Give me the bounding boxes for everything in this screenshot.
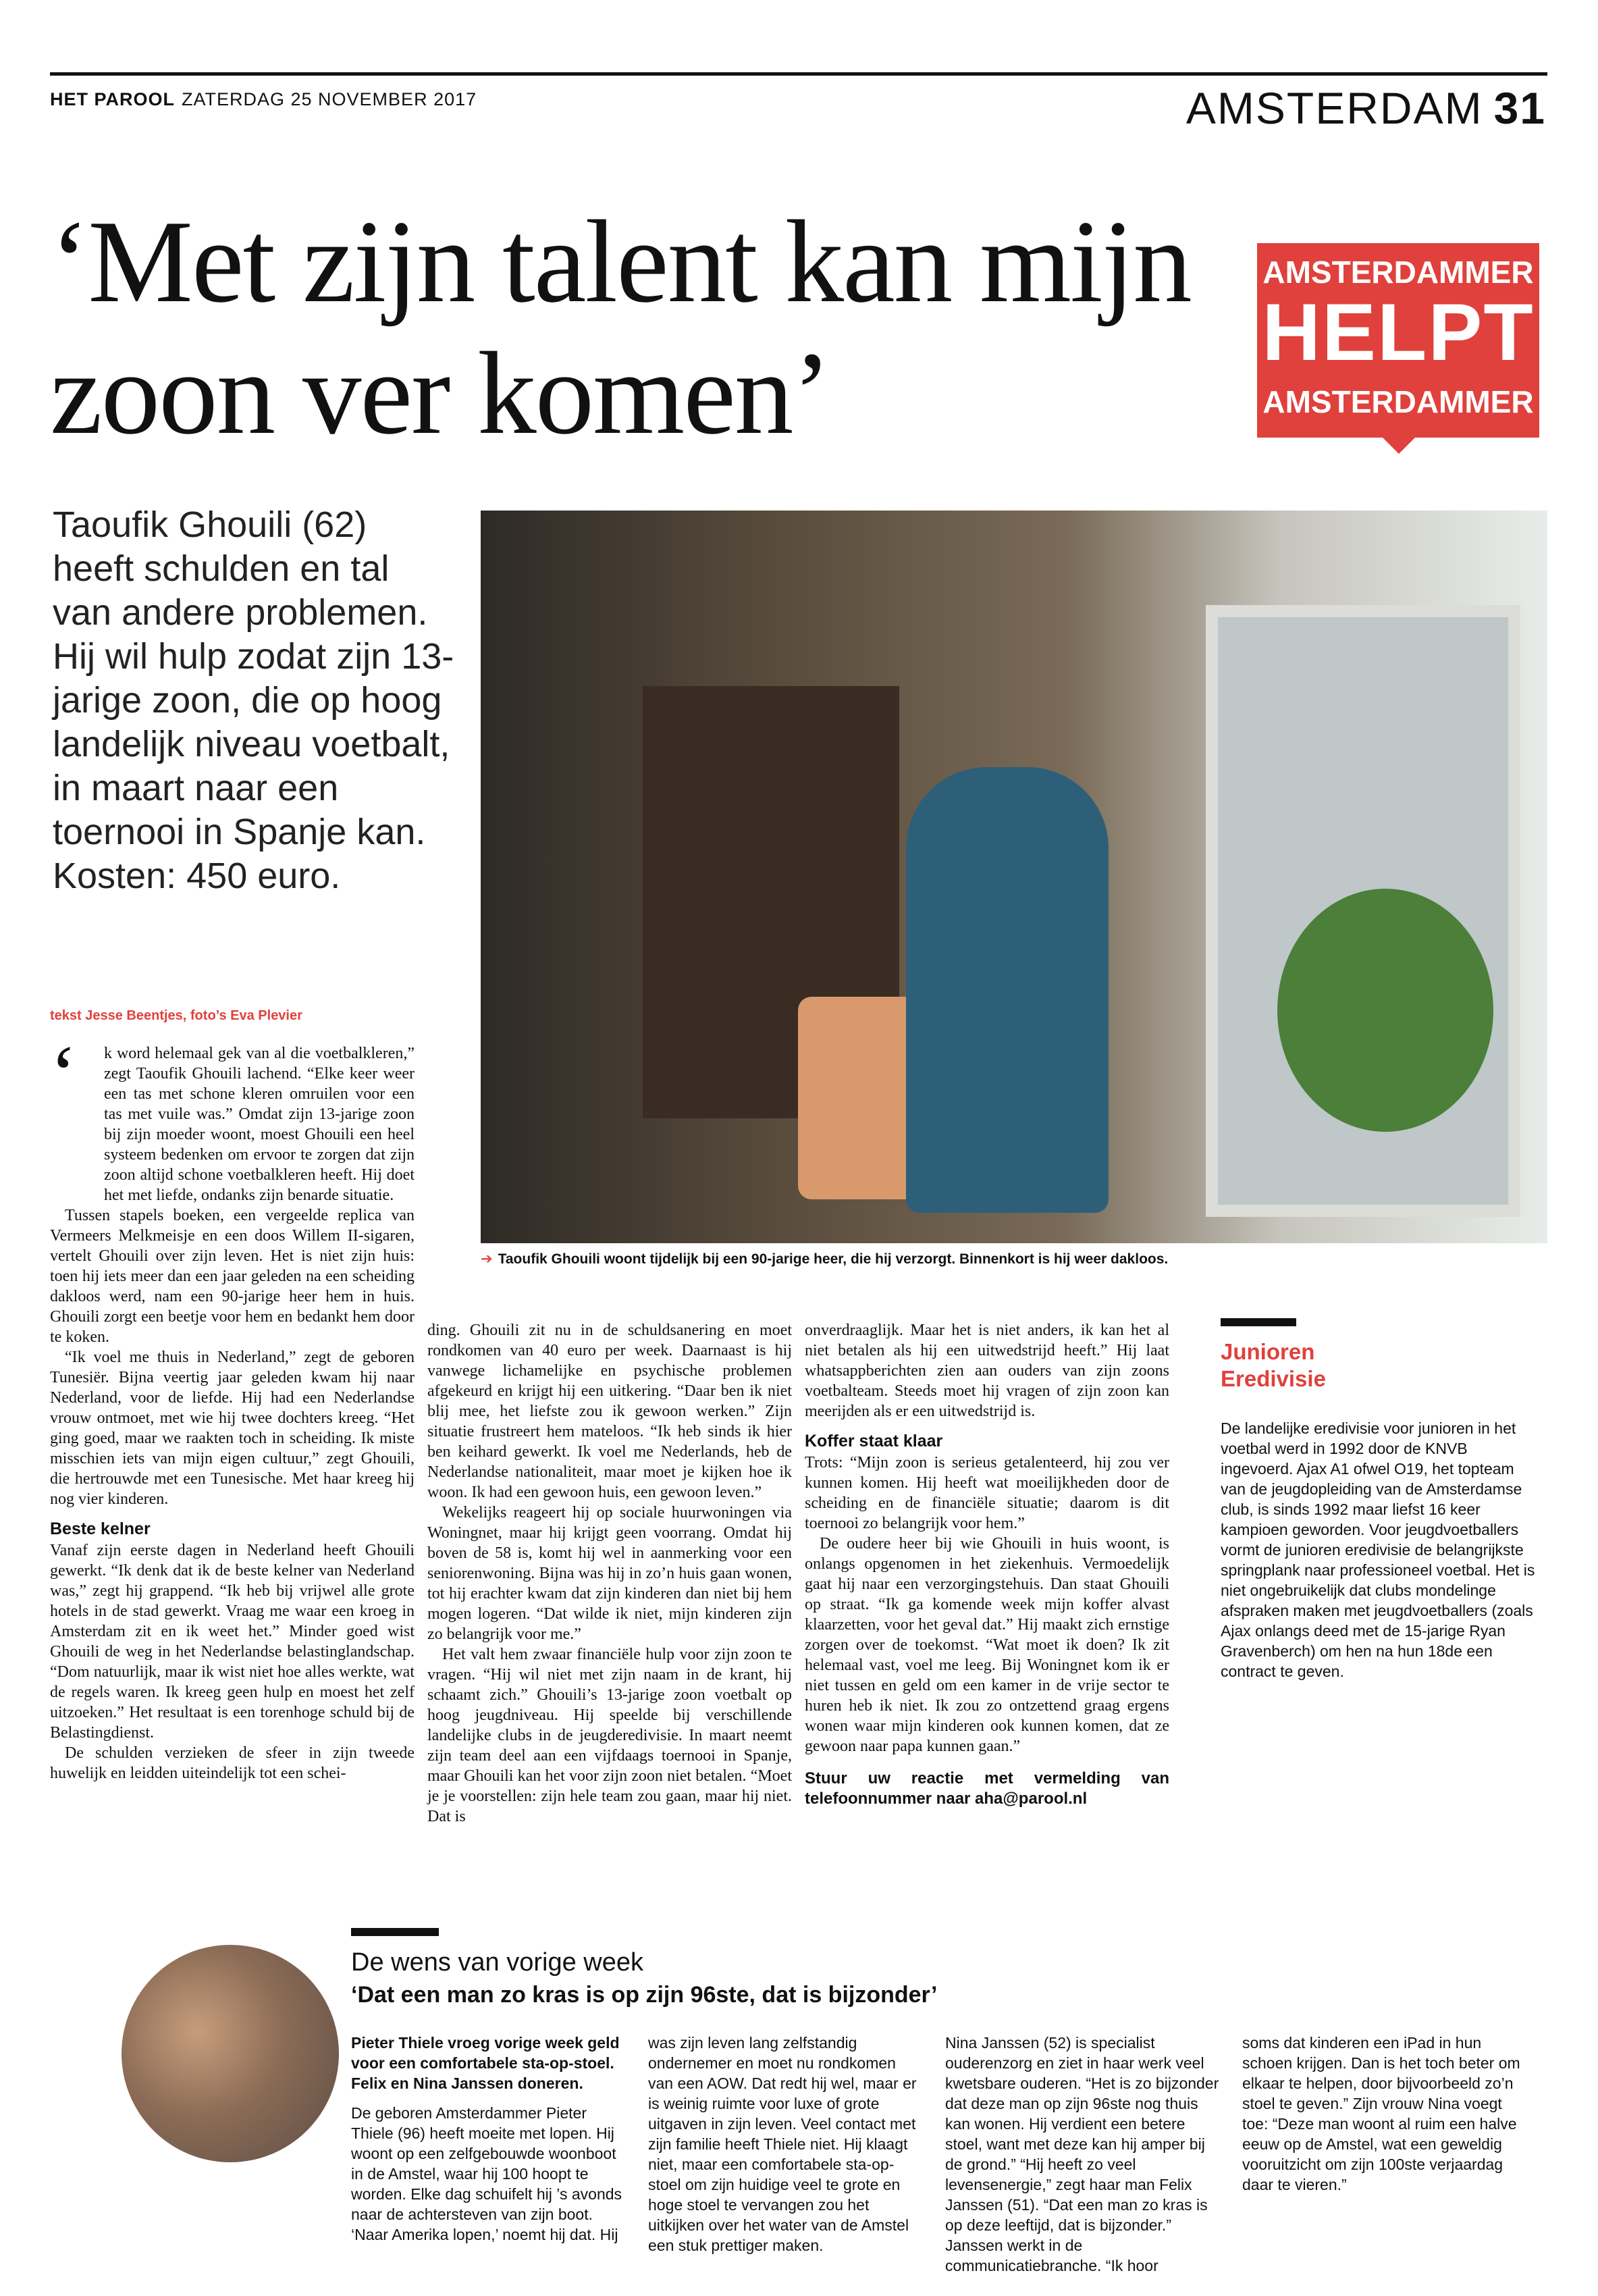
credit: tekst Jesse Beentjes, foto’s Eva Plevier: [50, 1008, 302, 1023]
caption-text: Taoufik Ghouili woont tijdelijk bij een 90-jarige heer, die hij verzorgt. Binnenkort is hij weer dakloos.: [498, 1251, 1169, 1267]
wens-rule: [351, 1928, 439, 1936]
wens-col-2: [648, 2033, 925, 2265]
plant: [1277, 889, 1493, 1132]
sidebox-title: Junioren Eredivisie: [1221, 1339, 1326, 1391]
badge-bottom: AMSTERDAMMER: [1262, 384, 1534, 419]
main-photo: [481, 511, 1547, 1243]
paragraph: Wekelijks reageert hij op sociale huurwoningen via Woningnet, maar hij krijgt geen voorrang. Omdat hij boven de 58 is, komt hij wel in aanmerking voor een seniorenwoning. Bijna was hij in zo’n huis gaan wonen, tot hij erachter kwam dat zijn kinderen dan niet bij hem mogen logeren. “Dat wilde ik niet, mijn kinderen zijn zo belangrijk voor me.”: [427, 1504, 792, 1643]
subheading: Beste kelner: [50, 1519, 151, 1538]
paragraph: Nina Janssen (52) is specialist ouderenzorg en ziet in haar werk veel kwetsbare ouderen. “Het is zo bijzonder dat deze man op zijn 96ste nog thuis kan wonen. Hij verdient een betere stoel, want met deze kan hij amper bij de grond.” “Hij heeft zo veel levensenergie,” zegt haar man Felix Janssen (51). “Dat een man zo kras is op deze leeftijd, dat is bijzonder.” Janssen werkt in de communicatiebranche. “Ik hoor: [945, 2034, 1219, 2274]
paper-name: HET PAROOL: [50, 89, 175, 109]
badge-top: AMSTERDAMMER: [1262, 255, 1534, 290]
paragraph: Trots: “Mijn zoon is serieus getalenteerd, hij zou ver kunnen komen. Hij heeft wat moeilijkheden door de scheiding en de financiële situatie; daarom is dit toernooi zo belangrijk voor hem.”: [805, 1454, 1169, 1532]
reaction-cta: Stuur uw reactie met vermelding van telefoonnummer naar aha@parool.nl: [805, 1769, 1169, 1808]
headline: ‘Met zijn talent kan mijn zoon ver komen’: [50, 196, 1191, 459]
paragraph: Tussen stapels boeken, een vergeelde replica van Vermeers Melkmeisje en een doos Willem II-sigaren, vertelt Ghouili over zijn leven. Het is niet zijn huis: toen hij iets meer dan een jaar geleden na een scheiding dakloos werd, nam een 90-jarige heer hem in huis. Ghouili zorgt een beetje voor hem en bedankt hem door te koken.: [50, 1207, 415, 1346]
wens-title: De wens van vorige week: [351, 1948, 643, 1977]
paragraph: Vanaf zijn eerste dagen in Nederland heeft Ghouili gewerkt. “Ik denk dat ik de beste kelner van Nederland was,” zegt hij grappend. “Ik heb bij vrijwel alle grote hotels in de stad gewerkt. Vraag me waar een kroeg in Amsterdam zit en ik weet het.” Minder goed wist Ghouili de weg in het Nederlandse belastinglandschap. “Dom natuurlijk, maar ik wist niet hoe alles werkte, wat de regels waren. Ik kreeg geen hulp en moest het zelf uitzoeken.” Het resultaat is een torenhoge schuld bij de Belastingdienst.: [50, 1542, 415, 1742]
subheading: Koffer staat klaar: [805, 1432, 943, 1451]
wens-col-4: [1242, 2033, 1526, 2204]
donor-portrait: [122, 1945, 339, 2162]
issue-date: ZATERDAG 25 NOVEMBER 2017: [182, 89, 477, 109]
wens-col-1: [351, 2033, 628, 2254]
paragraph: was zijn leven lang zelfstandig ondernemer en moet nu rondkomen van een AOW. Dat redt hij wel, maar er is weinig ruimte voor luxe of grote uitgaven in zijn leven. Veel contact met zijn familie heeft Thiele niet. Hij klaagt niet, maar een comfortabele sta-op-stoel om zijn huidige veel te grote en hoge stoel te vervangen zou het uitkijken over het water van de Amstel een stuk prettiger maken.: [648, 2034, 917, 2254]
section-header: [1186, 82, 1546, 134]
article-col-1: [50, 1043, 415, 1783]
photo-caption: [481, 1251, 1168, 1268]
sidebox-text: De landelijke eredivisie voor junioren in het voetbal werd in 1992 door de KNVB ingevoerd. Ajax A1 ofwel O19, het topteam van de jeugdopleiding van de Amsterdamse club, is sinds 1992 maar liefst 16 keer kampioen geworden. Voor jeugdvoetballers vormt de junioren eredivisie de belangrijkste springplank naar professioneel voetbal. Het is niet ongebruikelijk dat clubs mondelinge afspraken maken met jeugdvoetballers (zoals Ajax onlangs deed met de 15-jarige Ryan Gravenberch) om hen na hun 18de een contract te geven.: [1221, 1419, 1535, 1680]
arrow-icon: ➔: [481, 1251, 493, 1267]
paragraph: soms dat kinderen een iPad in hun schoen krijgen. Dan is het toch beter om elkaar te helpen, door bijvoorbeeld zo’n stoel te geven.” Zijn vrouw Nina voegt toe: “Deze man woont al ruim een halve eeuw op de Amstel, wat een geweldig vooruitzicht om zijn 100ste verjaardag daar te vieren.”: [1242, 2034, 1520, 2193]
amsterdammer-helpt-badge: [1257, 243, 1539, 438]
paragraph: De oudere heer bij wie Ghouili in huis woont, is onlangs opgenomen in het ziekenhuis. Vermoedelijk gaat hij naar een verzorgingstehuis. Dan staat Ghouili op straat. “Ik ga komende week mijn koffer alvast klaarzetten, voor het geval dat.” Hij maakt zich ernstige zorgen over de toekomst. “Wat moet ik doen? Ik zit helemaal vast, voel me leeg. Bij Woningnet kom ik er niet tussen en geld om een kamer in de vrije sector te huren heb ik niet. Ik zou zo ontzettend graag ergens wonen waar mijn kinderen ook kunnen komen, dat ze gewoon naar papa kunnen gaan.”: [805, 1535, 1169, 1755]
sidebox-rule: [1221, 1318, 1296, 1326]
wens-quote: ‘Dat een man zo kras is op zijn 96ste, dat is bijzonder’: [351, 1982, 938, 2008]
article-col-2: [427, 1320, 792, 1827]
top-rule: [50, 72, 1547, 76]
paragraph: k word helemaal gek van al die voetbalkleren,” zegt Taoufik Ghouili lachend. “Elke keer weer een tas met schone kleren omruilen voor een tas met vuile was.” Omdat zijn 13-jarige zoon bij zijn moeder woont, moest Ghouili een heel systeem bedenken om ervoor te zorgen dat zijn zoon altijd schone voetbalkleren heeft. Hij doet het met liefde, ondanks zijn benarde situatie.: [104, 1045, 415, 1204]
page-number: 31: [1493, 83, 1546, 133]
paragraph: De geboren Amsterdammer Pieter Thiele (96) heeft moeite met lopen. Hij woont op een zelfgebouwde woonboot in de Amstel, waar hij 100 hoopt te worden. Elke dag schuifelt hij ’s avonds naar de achtersteven van zijn boot. ‘Naar Amerika lopen,’ noemt hij dat. Hij: [351, 2104, 622, 2243]
paragraph: ding. Ghouili zit nu in de schuldsanering en moet rondkomen van 40 euro per week. Daarnaast is hij vanwege lichamelijke en psychische problemen afgekeurd en krijgt hij een uitkering. “Daar ben ik niet blij mee, het liefste zou ik gewoon werken.” Zijn situatie frustreert hem mateloos. “Ik heb sinds ik hier ben keihard gewerkt. Ik voel me Nederlands, heb de Nederlandse nationaliteit, maar moet je kijken hoe ik woon. Ik had een gewoon huis, een gewoon leven.”: [427, 1322, 792, 1501]
section-name: AMSTERDAM: [1186, 83, 1483, 133]
paragraph: “Ik voel me thuis in Nederland,” zegt de geboren Tunesiër. Bijna veertig jaar geleden kwam hij naar Nederland, voor de liefde. Hij had een Nederlandse vrouw ontmoet, met wie hij twee dochters kreeg. “Het ging goed, maar we raakten toch in scheiding. Ik miste misschien iets van mijn eigen cultuur,” zegt Ghouili, die hertrouwde met een Tunesische. Met haar kreeg hij nog vier kinderen.: [50, 1349, 415, 1508]
wens-col-3: [945, 2033, 1222, 2285]
masthead: [50, 89, 477, 110]
paragraph: Het valt hem zwaar financiële hulp voor zijn zoon te vragen. “Hij wil niet met zijn naam in de krant, hij schaamt zich.” Ghouili’s 13-jarige zoon voetbalt op hoog jeugdniveau. Hij speelde bij verschillende landelijke clubs in de jeugderedivisie. In maart neemt zijn team deel aan een vijfdaags toernooi in Spanje, maar Ghouili kan het voor zijn zoon niet betalen. “Moet je je voorstellen: zijn hele team zou gaan, maar hij niet. Dat is: [427, 1646, 792, 1825]
article-col-3: [805, 1320, 1169, 1809]
paragraph: De schulden verzieken de sfeer in zijn tweede huwelijk en leidden uiteindelijk tot een schei-: [50, 1744, 415, 1782]
badge-middle: HELPT: [1262, 287, 1535, 377]
quote-mark-icon: ‘: [50, 1028, 77, 1118]
paragraph: onverdraaglijk. Maar het is niet anders, ik kan het al niet betalen als hij een uitwedstrijd heeft.” Hij laat whatsappberichten zien aan ouders van zijn zoons voetbalteam. Steeds moet hij vragen of zijn zoon kan meerijden als er een uitwedstrijd is.: [805, 1322, 1169, 1420]
intro-text: Taoufik Ghouili (62) heeft schulden en tal van andere problemen. Hij wil hulp zodat zijn 13-jarige zoon, die op hoog landelijk niveau voetbalt, in maart naar een toernooi in Spanje kan. Kosten: 450 euro.: [53, 504, 454, 896]
wens-lead: Pieter Thiele vroeg vorige week geld voor een comfortabele sta-op-stoel. Felix en Nina Janssen doneren.: [351, 2034, 620, 2092]
man-figure: [906, 767, 1109, 1213]
